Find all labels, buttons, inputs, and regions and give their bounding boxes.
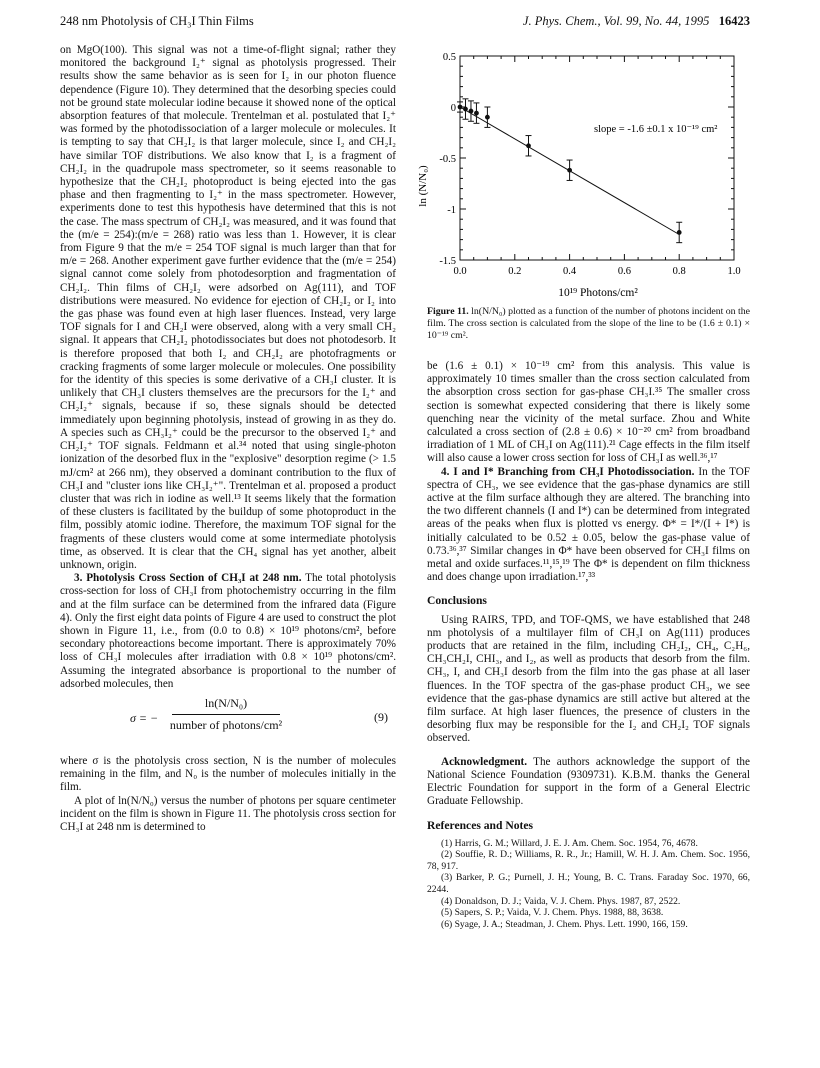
journal-name: J. Phys. Chem., Vol. 99, No. 44, 1995	[522, 14, 710, 28]
chart-marks	[457, 99, 682, 243]
page-number: 16423	[718, 14, 750, 28]
conclusions-text: Using RAIRS, TPD, and TOF-QMS, we have established that 248 nm photolysis of a multilayer film of CH₃I on Ag(111) produces products that are retained in the film, including CH₂I₂, CH₄, C₂H₆, CH₃CH₂I, CHI₃, and I₂, as well as products that desorb from the film. CH₃, I, and CH₃I desorb from the film into the gas phase at all laser fluences. In the TOF spectra of the gas-phase product CH₃, we see evidence that the gas-phase dynamics are still active but altered at the film surface. At high laser fluences, the presence of clusters in the desorbing flux may be responsible for the I₂ and CH₂I₂ TOF signals observed.	[427, 613, 750, 745]
conclusions-heading: Conclusions	[427, 594, 487, 608]
equation-number: (9)	[374, 709, 388, 724]
figure-11	[408, 42, 750, 300]
equation-denominator: number of photons/cm²	[169, 717, 283, 732]
paragraph-plot: A plot of ln(N/N₀) versus the number of photons per square centimeter incident on the film is shown in Figure 11. The photolysis cross section for CH₃I at 248 nm is determined to	[60, 794, 396, 833]
data-point	[463, 107, 468, 112]
data-point	[474, 111, 479, 116]
x-tick-label: 0.4	[563, 266, 577, 277]
y-tick-label: 0.5	[442, 52, 456, 63]
data-point	[677, 230, 682, 235]
fraction-bar	[172, 714, 280, 715]
paragraph-cross-section: be (1.6 ± 0.1) × 10⁻¹⁹ cm² from this analysis. This value is approximately 10 times smaller than the cross section calculated from the absorption cross section for gas-phase CH₃I.³⁵ The smaller cross section is somewhat expected considering that there is likely some quenching near the vicinity of the metal surface. Zhou and White calculated a cross section of (2.8 ± 0.6) × 10⁻²⁰ cm² from broadband irradiation of 1 ML of CH₃I on Ag(111).²¹ Cage effects in the film itself will also cause a lower cross section for loss of CH₃I as well.³⁶,¹⁷	[427, 360, 750, 465]
reference-item: (5) Sapers, S. P.; Vaida, V. J. Chem. Phys. 1988, 88, 3638.	[441, 907, 664, 919]
y-tick-label: 0	[450, 103, 456, 114]
data-point	[458, 105, 463, 110]
data-point	[526, 143, 531, 148]
journal-citation	[523, 14, 750, 29]
chart-axes	[439, 52, 740, 277]
references-list	[427, 838, 750, 931]
slope-annotation: slope = -1.6 ±0.1 x 10⁻¹⁹ cm²	[594, 124, 718, 135]
section-4-heading: 4. I and I* Branching from CH₃I Photodissociation.	[441, 465, 695, 478]
data-point	[469, 109, 474, 114]
paragraph-clusters: on MgO(100). This signal was not a time-of-flight signal; rather they monitored the background I₂⁺ signal as photolysis progressed. Their results show the same behavior as is seen for I₂ in our photon fluence dependence (Figure 10). They determined that the desorbing species could not be ground state molecular iodine because it showed none of the optical absorption features of that molecule. Trentelman et al. postulated that I₂⁺ was formed by the photodissociation of a larger molecule or molecules. It is tempting to say that CH₂I₂ is that larger molecule, since I₂ and CH₂I₂ have similar TOF distributions. We also know that I₂ is a fragment of CH₂I₂ in the quadrupole mass spectrometer, so it seems reasonable to hypothesize that the CH₂I₂ photoproduct is being ejected into the gas phase and then fragmenting to I₂⁺ in the mass spectrometer. However, experiments done to test this hypothesis have determined that this is not the case. The mass spectrum of CH₂I₂ was measured, and it was found that the (m/e = 254):(m/e = 268) ratio was less than 1. However, it is clear from Figure 9 that the m/e = 254 TOF signal is much larger than that for m/e = 268. Another experiment gave further evidence that the (m/e = 254) signal cannot come solely from photodesorption and fragmentation of CH₂I₂. Thin films of CH₂I₂ were adsorbed on Ag(111), and TOF distributions were measured. No evidence for ejection of CH₂I₂ or I₂ into the gas phase was found even at high laser fluences. Instead, very large TOF signals for I and CH₂I were observed, along with a very small CH₂ signal. It appears that CH₂I₂ photodissociates but does not photodesorb. It is therefore proposed that both I₂ and CH₂I₂ are photofragments or cracking fragments of some larger molecule or molecules. One possibility for the identity of this species is some derivative of a CH₃I cluster. It is unlikely that CH₃I clusters themselves are the precursors for the I₂⁺ and CH₂I₂⁺ signals, because if so, these signals should be detected immediately upon beginning photolysis, instead of growing in as they do. A species such as CH₃I₂⁺ could be the precursor to the observed I₂⁺ and CH₂I₂⁺ TOF signals. Feldmann et al.³⁴ noted that using single-photon ionization of the desorbed flux in the "explosive" desorption regime (> 1.5 mJ/cm² at 266 nm), they observed a dominant contribution to the flux of CH₃I and "cluster ions like CH₃I₂⁺". Trentelman et al. proposed a product cluster that was rich in iodine as well.¹³ It seems likely that the formation of these clusters is facilitated by the buildup of some photoproduct in the film, possibly atomic iodine. Therefore, the maximum TOF signal for the fragments of these clusters would come at some intermediate photolysis time, as observed. It is clear that the CH₄ signal has yet another, albeit unknown, origin.	[60, 44, 396, 571]
y-tick-label: -1	[447, 205, 456, 216]
reference-item: (6) Syage, J. A.; Steadman, J. Chem. Phys. Lett. 1990, 166, 159.	[441, 918, 688, 930]
section-4-text: In the TOF spectra of CH₃, we see evidence that the gas-phase dynamics are still active at the film surface although they are altered. The branching into the two different channels (I and I*) can be determined from integrated areas of the peaks when flux is plotted vs energy. Φ* = I*/(I + I*) is initially calculated to be 0.52 ± 0.05, below the gas-phase value of 0.73.³⁶,³⁷ Similar changes in Φ* have been observed for CH₃I films on metal and oxide surfaces.¹¹,¹⁵,¹⁹ The Φ* is dependent on film thickness and does change upon irradiation.¹⁷,³³	[427, 465, 750, 584]
right-column	[427, 360, 750, 930]
y-axis-label: ln (N/N₀)	[417, 165, 429, 207]
x-tick-label: 0.8	[672, 266, 686, 277]
references-heading: References and Notes	[427, 818, 534, 832]
section-3-paragraph	[60, 572, 396, 691]
data-point	[567, 168, 572, 173]
equation-9	[60, 697, 396, 745]
x-tick-label: 1.0	[727, 266, 741, 277]
page-header	[60, 14, 750, 32]
section-3-text: The total photolysis cross-section for loss of CH₃I from photochemistry occurring in the film and at the film surface can be determined from the infrared data (Figure 4). Only the first eight data points of Figure 4 are used to construct the plot shown in Figure 11, i.e., from (0.0 to 0.8) × 10¹⁹ photons/cm², before secondary photoreactions become important. There is approximately 70% loss of CH₃I molecules after irradiation with 0.8 × 10¹⁹ photons/cm². Assuming the integrated absorbance is proportional to the number of adsorbed molecules, then	[60, 572, 397, 690]
paragraph-sigma-definition: where σ is the photolysis cross section, N is the number of molecules remaining in the film, and N₀ is the number of molecules initially in the film.	[60, 754, 396, 794]
x-axis-label: 10¹⁹ Photons/cm²	[558, 287, 638, 299]
reference-item: (2) Souffie, R. D.; Williams, R. R., Jr.; Hamill, W. H. J. Am. Chem. Soc. 1956, 78, 917.	[427, 849, 750, 872]
figure-caption	[427, 306, 750, 342]
plot-frame	[460, 56, 734, 260]
running-title: 248 nm Photolysis of CH₃I Thin Films	[60, 14, 254, 28]
caption-text: ln(N/N₀) plotted as a function of the number of photons incident on the film. The cross section is calculated from the slope of the line to be (1.6 ± 0.1) × 10⁻¹⁹ cm².	[427, 306, 750, 341]
y-tick-label: -1.5	[439, 256, 456, 267]
x-tick-label: 0.2	[508, 266, 522, 277]
data-point	[485, 115, 490, 120]
ln-n-chart	[408, 42, 750, 300]
y-tick-label: -0.5	[439, 154, 456, 165]
left-column	[60, 44, 396, 834]
equation-lhs: σ = −	[130, 710, 159, 725]
equation-numerator: ln(N/N₀)	[204, 695, 248, 710]
section-3-heading: 3. Photolysis Cross Section of CH₃I at 248 nm.	[74, 572, 302, 585]
acknowledgment-heading: Acknowledgment.	[441, 755, 528, 768]
x-tick-label: 0.0	[453, 266, 467, 277]
caption-label: Figure 11.	[427, 306, 469, 317]
section-4-paragraph	[427, 466, 750, 585]
reference-item: (3) Barker, P. G.; Purnell, J. H.; Young, B. C. Trans. Faraday Soc. 1970, 66, 2244.	[427, 872, 750, 896]
acknowledgment-text: The authors acknowledge the support of the National Science Foundation (9309731). K.B.M. thanks the General Electric Foundation for support in the form of a General Electric Graduate Fellowship.	[427, 755, 750, 808]
reference-item: (4) Donaldson, D. J.; Vaida, V. J. Chem. Phys. 1987, 87, 2522.	[441, 895, 681, 907]
x-tick-label: 0.6	[617, 266, 631, 277]
acknowledgment-paragraph	[427, 756, 750, 809]
reference-item: (1) Harris, G. M.; Willard, J. E. J. Am. Chem. Soc. 1954, 76, 4678.	[441, 837, 698, 849]
